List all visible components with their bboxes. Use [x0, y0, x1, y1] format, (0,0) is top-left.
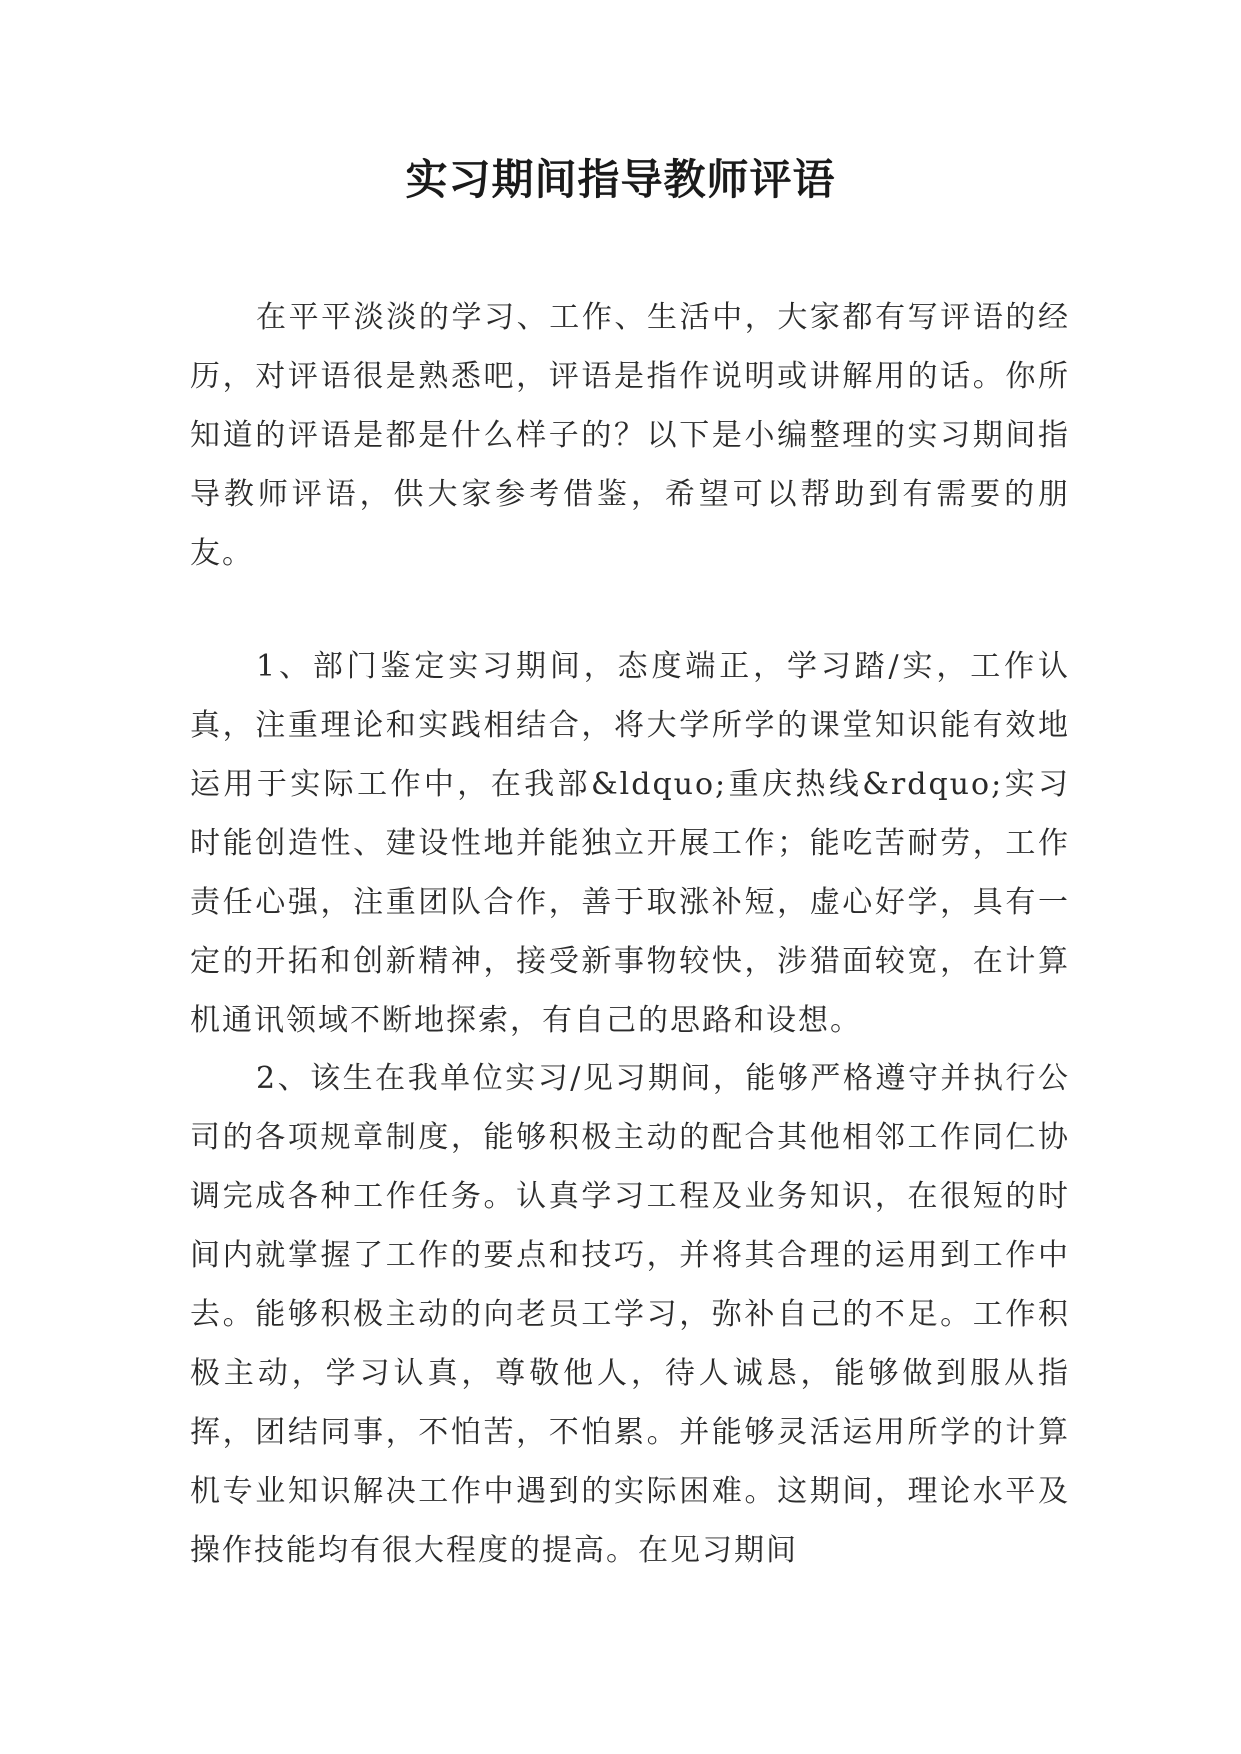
document-title: 实习期间指导教师评语: [405, 155, 836, 204]
comment-paragraph-1: 1、部门鉴定实习期间，态度端正，学习踏/实，工作认真，注重理论和实践相结合，将大学所学的课堂知识能有效地运用于实际工作中，在我部&ldquo;重庆热线&rdquo;实习时能创造性、建设性地并能独立开展工作；能吃苦耐劳，工作责任心强，注重团队合作，善于取涨补短，虚心好学，具有一定的开拓和创新精神，接受新事物较快，涉猎面较宽，在计算机通讯领域不断地探索，有自己的思路和设想。: [190, 649, 1070, 1038]
comment-paragraph-2: 2、该生在我单位实习/见习期间，能够严格遵守并执行公司的各项规章制度，能够积极主动的配合其他相邻工作同仁协调完成各种工作任务。认真学习工程及业务知识，在很短的时间内就掌握了工作的要点和技巧，并将其合理的运用到工作中去。能够积极主动的向老员工学习，弥补自己的不足。工作积极主动，学习认真，尊敬他人，待人诚恳，能够做到服从指挥，团结同事，不怕苦，不怕累。并能够灵活运用所学的计算机专业知识解决工作中遇到的实际困难。这期间，理论水平及操作技能均有很大程度的提高。在见习期间: [190, 1061, 1070, 1568]
intro-paragraph: 在平平淡淡的学习、工作、生活中，大家都有写评语的经历，对评语很是熟悉吧，评语是指作说明或讲解用的话。你所知道的评语是都是什么样子的？以下是小编整理的实习期间指导教师评语，供大家参考借鉴，希望可以帮助到有需要的朋友。: [190, 300, 1070, 571]
